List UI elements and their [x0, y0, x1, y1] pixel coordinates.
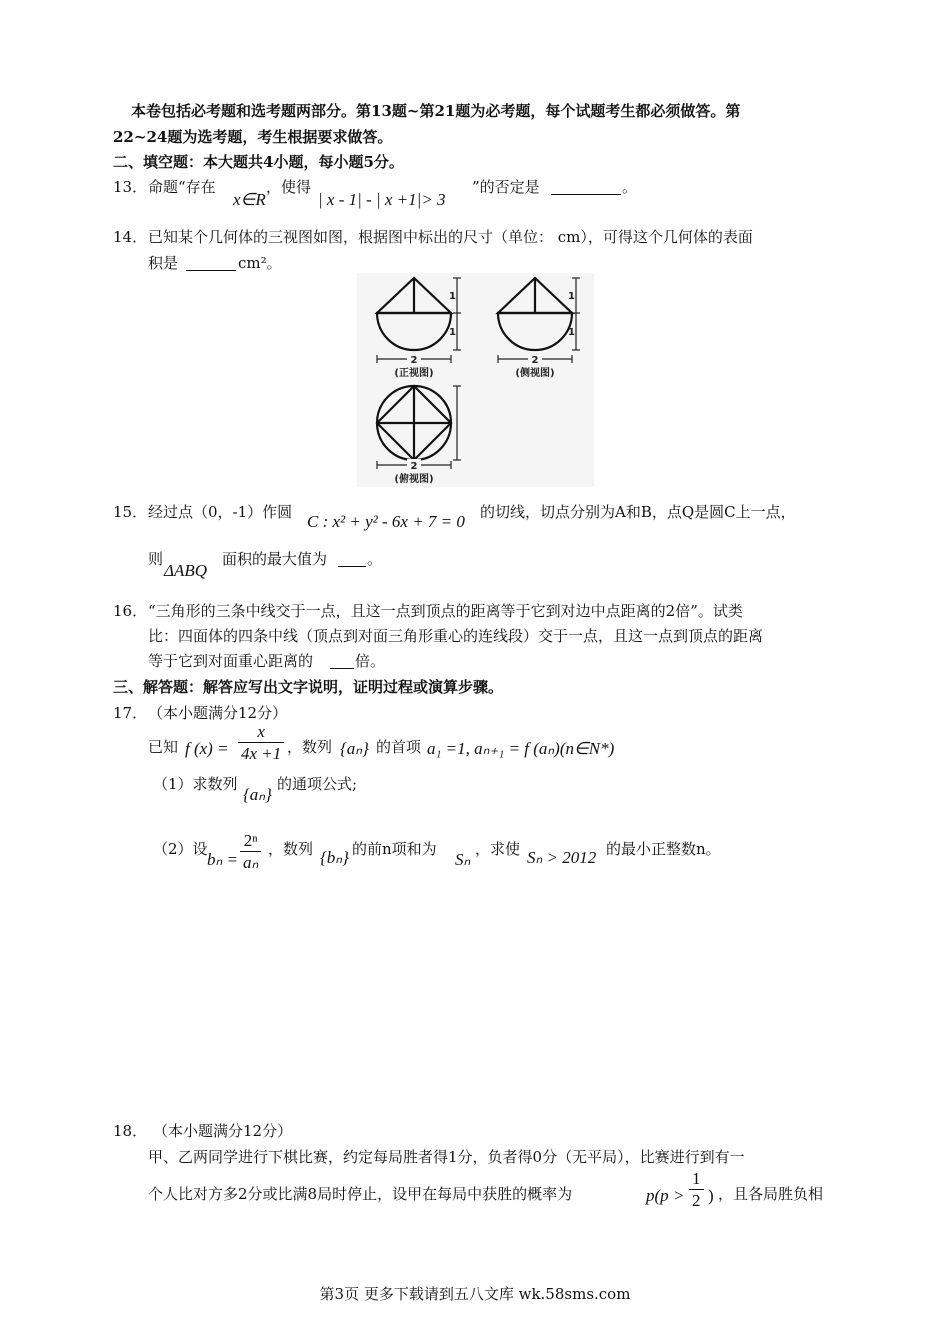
- front-height-label-1: 1: [449, 291, 456, 302]
- section-3-title: 三、解答题：解答应写出文字说明，证明过程或演算步骤。: [113, 678, 504, 696]
- q15-number: 15．: [113, 503, 148, 521]
- q18-number: 18．: [113, 1122, 148, 1140]
- q13-number: 13．: [113, 178, 148, 196]
- q17-part2-e: 的最小正整数n。: [606, 840, 721, 858]
- q17-recurrence: a₁ =1, aₙ₊₁ = f (aₙ)(n∈N*): [427, 739, 615, 758]
- q17-given-c: 的首项: [376, 738, 422, 756]
- q13-math-b: | x - 1| - | x +1|> 3: [318, 190, 446, 209]
- q18-prob: p(p >: [646, 1186, 685, 1205]
- intro-line-2: 22~24题为选考题，考生根据要求做答。: [113, 128, 393, 146]
- q16-number: 16．: [113, 602, 148, 620]
- q15-line-2-a: 则: [148, 550, 164, 568]
- q14-line-1: 已知某个几何体的三视图如图，根据图中标出的尺寸（单位： cm），可得这个几何体的表面: [148, 228, 753, 246]
- q18-score: （本小题满分12分）: [153, 1122, 293, 1140]
- side-view-label: (侧视图): [515, 368, 555, 379]
- q15-text-a: 经过点（0，-1）作圆: [148, 503, 293, 521]
- three-view-figure: [357, 273, 594, 487]
- q13-math-a: x∈R: [233, 190, 266, 209]
- q13-answer-blank: [551, 180, 621, 196]
- q18-line-1: 甲、乙两同学进行下棋比赛，约定每局胜者得1分，负者得0分（无平局），比赛进行到有一: [148, 1148, 745, 1166]
- q17-seq-b: {bₙ}: [320, 848, 349, 867]
- q17-given-b: ，数列: [287, 738, 333, 756]
- q14-line-2-b: cm²。: [238, 254, 282, 272]
- q17-bn: bₙ =: [207, 850, 238, 869]
- q17-fx: f (x) =: [185, 739, 229, 758]
- q16-line-2: 比：四面体的四条中线（顶点到对面三角形重心的连线段）交于一点，且这一点到顶点的距离: [148, 627, 764, 645]
- q17-bn-fraction: [240, 832, 261, 871]
- q18-prob-close: ): [708, 1186, 714, 1205]
- q16-line-3-a: 等于它到对面重心距离的: [148, 652, 314, 670]
- front-width-label: 2: [410, 355, 418, 366]
- q17-sn: Sₙ: [455, 850, 471, 869]
- q13-text-c: ”的否定是: [472, 178, 540, 196]
- q17-part2-a: （2）设: [153, 840, 208, 858]
- side-height-label-1: 1: [568, 291, 575, 302]
- front-view-label: (正视图): [394, 368, 434, 379]
- q17-given-a: 已知: [148, 738, 179, 756]
- q17-frac-den: 4x +1: [238, 742, 284, 762]
- q17-number: 17．: [113, 704, 148, 722]
- q17-part2-c: 的前n项和为: [352, 840, 437, 858]
- q16-line-3-b: 倍。: [355, 652, 386, 670]
- q13-text-d: 。: [622, 178, 638, 196]
- top-view-label: (俯视图): [394, 474, 434, 485]
- q14-number: 14．: [113, 228, 148, 246]
- q18-line-2-a: 个人比对方多2分或比满8局时停止，设甲在每局中获胜的概率为: [148, 1185, 573, 1203]
- top-view: [377, 386, 451, 460]
- q18-prob-num: 1: [692, 1169, 701, 1188]
- q17-part1-a: （1）求数列: [153, 775, 238, 793]
- q15-line-2-b: 面积的最大值为: [222, 550, 328, 568]
- q16-answer-blank: [330, 654, 354, 670]
- front-height-label-2: 1: [449, 327, 456, 338]
- q18-prob-den: 2: [689, 1189, 704, 1209]
- q17-seq-a: {aₙ}: [340, 739, 369, 758]
- q17-bn-den: aₙ: [240, 851, 261, 871]
- q15-answer-blank: [338, 552, 366, 568]
- q17-inequality: Sₙ > 2012: [527, 848, 597, 867]
- q15-triangle: ΔABQ: [164, 561, 208, 580]
- top-width-label: 2: [410, 461, 418, 472]
- q16-line-1: “三角形的三条中线交于一点，且这一点到顶点的距离等于它到对边中点距离的2倍”。试类: [148, 602, 743, 620]
- page-footer: 第3页 更多下载请到五八文库 wk.58sms.com: [319, 1285, 631, 1303]
- intro-line-1: 本卷包括必考题和选考题两部分。第13题~第21题为必考题，每个试题考生都必须做答。第: [131, 102, 741, 120]
- q17-bn-num: 2ⁿ: [243, 831, 258, 850]
- q15-text-b: 的切线，切点分别为A和B，点Q是圆C上一点，: [480, 503, 796, 521]
- q13-text-b: ，使得: [266, 178, 312, 196]
- q17-score: （本小题满分12分）: [148, 704, 288, 722]
- q15-circle-equation: C : x² + y² - 6x + 7 = 0: [307, 512, 465, 531]
- q14-line-2-a: 积是: [148, 254, 179, 272]
- q14-answer-blank: [186, 256, 236, 272]
- q17-part1-b: 的通项公式;: [277, 775, 358, 793]
- q18-prob-fraction: [689, 1170, 704, 1209]
- side-height-label-2: 1: [568, 327, 575, 338]
- q17-frac-num: x: [257, 722, 265, 741]
- side-width-label: 2: [531, 355, 539, 366]
- q17-fraction: [238, 723, 284, 762]
- q18-line-2-b: ，且各局胜负相: [718, 1185, 824, 1203]
- q15-line-2-c: 。: [367, 550, 383, 568]
- q17-part1-seq: {aₙ}: [243, 785, 272, 804]
- q17-part2-d: ，求使: [475, 840, 521, 858]
- q13-text-a: 命题“存在: [148, 178, 216, 196]
- q17-part2-b: ，数列: [268, 840, 314, 858]
- section-2-title: 二、填空题：本大题共4小题，每小题5分。: [113, 153, 404, 171]
